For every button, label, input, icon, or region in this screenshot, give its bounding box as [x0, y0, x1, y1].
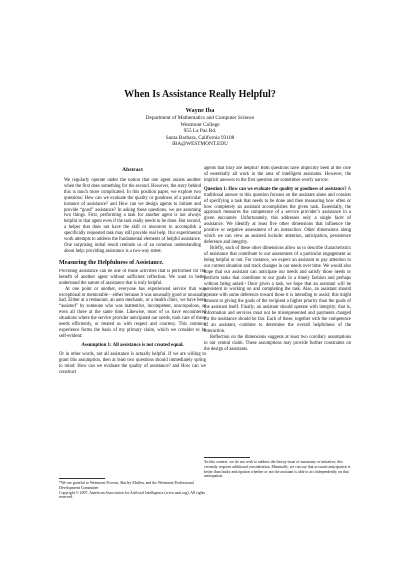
question-text: A traditional answer to this question focuses on the assistant alone and consists of specifying a task that needs to be done and then measuring how often or how completely an assistant accomplishes the given task. Essentially, the approach measures the competence of a service provider’s assistance in a given encounter. Unfortunately, this addresses only a single facet of assistance. We identify at least five other dimensions that influence the positive or negative assessment of an interaction. Other dimensions along which we can view an assisted include: attention, anticipation, persistence deference and integrity. — [204, 186, 351, 246]
footnote-left — [59, 474, 206, 500]
paragraph: Providing assistance can be one of those activities that is performed for the benefit of another agent without sufficient reflection. We want to better understand the nature of assistance that is truly helpful. — [59, 268, 206, 286]
footnote-divider — [204, 457, 250, 458]
footnote-right — [204, 453, 351, 479]
author-name: Wayne Iba — [185, 107, 215, 114]
paragraph: Briefly, each of these other dimensions allow us to describe characteristics of assistance that contribute to our assessment of a particular engagement as being helpful or not. For instance, we expect an assistant to pay attention to our current situation and track changes in our needs over time. We would also hope that our assistant can anticipate our needs and satisfy those needs or perform tasks that contribute to our goals in a timely fashion and perhaps without being asked.¹ Once given a task, we hope that an assistant will be persistent in working on and completing the task. Also, an assistant should operate with some deference toward those it is intending to assist; this might amount to giving the goals of the recipient a higher priority than the goals of the assistant itself. Finally, an assistant should operate with integrity; that is, information and services must not be misrepresented and payments charged for the assistance should be fair. Each of these, together with the competence of an assistant, combine to determine the overall helpfulness of the interaction. — [204, 245, 351, 334]
assumption-statement: Assumption 1: All assistance is not created equal. — [81, 342, 184, 348]
right-body — [204, 166, 351, 446]
footnote-divider — [59, 478, 105, 479]
footnote-text: ¹In this context, we do not wish to address the thorny issue of autonomy or initiative; this certainly requires additional consideration. Minimally, we can say that accurate anticipation is better than faulty anticipation whether or not the assistant is able to act independently on that anticipation. — [204, 460, 351, 479]
left-column — [59, 168, 206, 567]
abstract-heading: Abstract — [122, 167, 143, 173]
paper-title: When Is Assistance Really Helpful? — [124, 89, 276, 100]
question-label: Question 1: How can we evaluate the quality or goodness of assistance? — [204, 186, 347, 192]
paragraph: At one point or another, everyone has experienced service that was exceptional or memorable – either because it was unusually good or unusually bad. Either at a restaurant, an auto mechanic, or a health clinic, we have been “assisted” by someone who was inattentive, incompetent, unscrupulous, or even all three at the same time. Likewise, most of us have encountered situations where the service provider anticipated our needs, took care of those needs efficiently, or treated us with respect and courtesy. This common experience forms the basis of my primary claim, which we consider to be self-evident: — [59, 286, 206, 339]
author-college: Westmont College — [180, 121, 220, 128]
footnote-acknowledgment: *We are grateful to Westmont Provost, Shirley Mullen, and the Westmont Professional Development Committee. — [59, 481, 194, 490]
paragraph: Or in other words, not all assistance is actually helpful. If we are willing to grant this assumption, then at least two questions should immediately spring to mind: How can we evaluate the quality of assistance? and How can we construct — [59, 351, 206, 375]
author-city: Santa Barbara, California 93108 — [165, 134, 235, 141]
author-email: IBA@WESTMONT.EDU — [172, 141, 228, 147]
author-street: 955 La Paz Rd. — [183, 128, 217, 134]
footnote-copyright: Copyright © 2007, American Association for Artificial Intelligence (www.aaai.org). All rights reserved. — [59, 490, 206, 500]
section-heading: Measuring the Helpfulness of Assistance. — [59, 259, 164, 266]
right-column — [204, 166, 351, 446]
abstract-text: We regularly operate under the notion that one agent assists another when the first does something for the second. However, the story behind this is much more complicated. In this position paper, we explore two questions: How can we evaluate the quality or goodness of a particular instance of assistance? and How can we design agents to initiate and provide “good” assistance? In asking these questions, we are assuming two things. First, performing a task for another agent is not always helpful to that agent even if the task really needs to be done. But second, a helper that does not have the skill or resources to accomplish a specifically requested task may still provide real help. Our experimental work attempts to address the fundamental elements of helpful assistance. One surprising initial result reminds us of an common understanding about help: providing assistance is a two-way street. — [64, 177, 201, 254]
paragraph: Reflection on the dimensions suggests at least two corollary assumptions to our central claim. These assumptions may provide further constraints on the design of assistants. — [204, 334, 351, 352]
section-body — [59, 269, 206, 567]
author-department: Department of Mathematics and Computer Science — [145, 115, 255, 121]
paragraph: agents that truly are helpful? Both questions have implicitly been at the core of essentially all work in the area of intelligent assistants. However, the implicit answers to the first question are sometimes overly narrow. — [204, 166, 351, 183]
